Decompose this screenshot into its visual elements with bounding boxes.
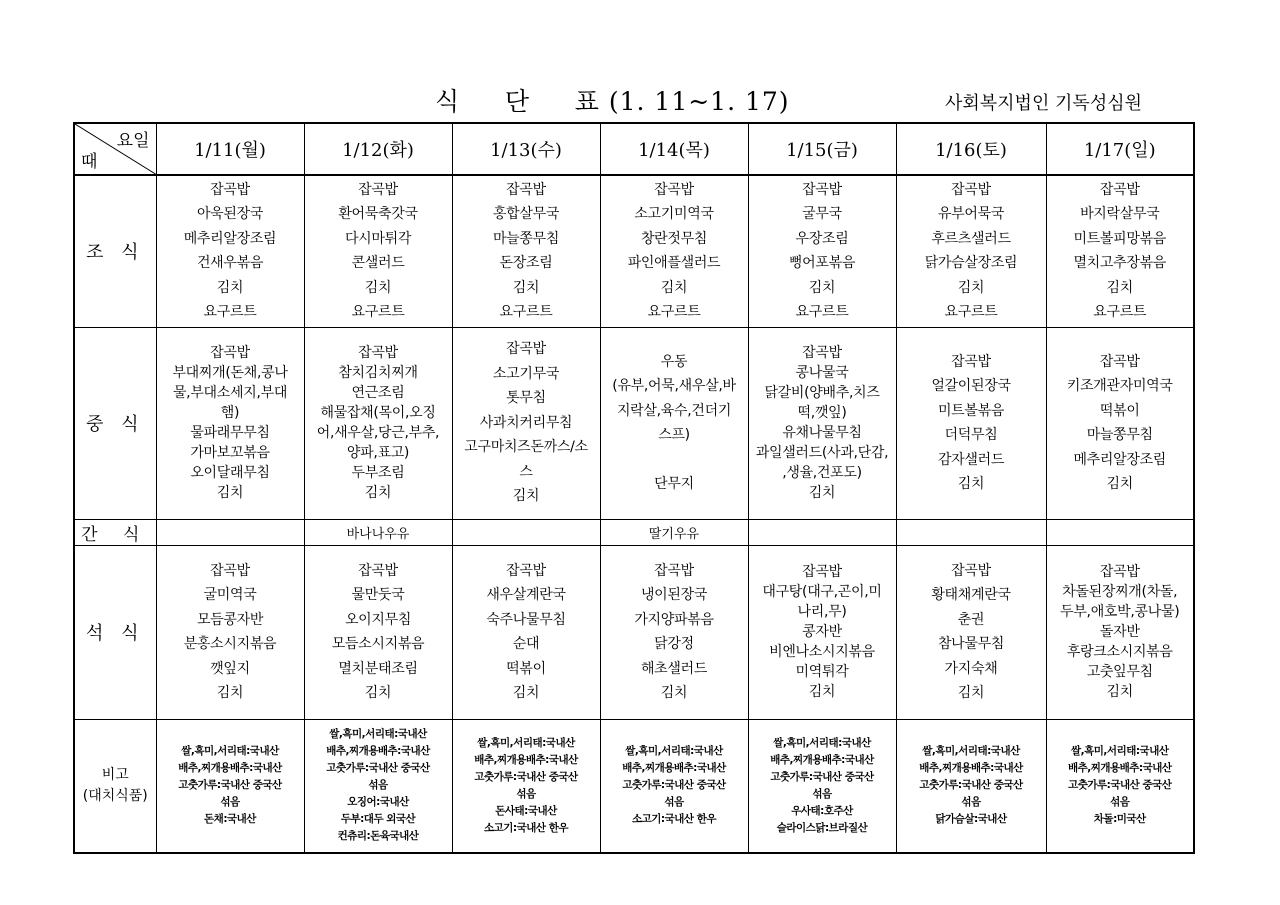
snack-cell — [896, 519, 1046, 545]
dish-item: 파인애플샐러드 — [627, 255, 721, 272]
origin-line: 배추,찌개용배추:국내산 — [178, 762, 282, 775]
dish-item: 두부조림 — [351, 465, 405, 481]
snack-cell: 바나나우유 — [304, 519, 452, 545]
dish-item: 오이지무침 — [344, 611, 412, 628]
origin-line: 슬라이스닭:브라질산 — [776, 821, 868, 834]
dish-item: 잡곡밥 — [802, 181, 842, 198]
origin-cell — [1046, 719, 1194, 853]
dish-item: 콘샐러드 — [351, 255, 405, 272]
dish-item: 소고기미역국 — [634, 206, 714, 223]
dish-item: 김치 — [808, 279, 836, 296]
meal-row — [74, 327, 1194, 519]
dish-item: 김치 — [660, 685, 688, 701]
origin-line: 돈채:국내산 — [204, 813, 256, 826]
dish-item: 김치 — [957, 279, 985, 296]
dish-item: 지락살,육수,건더기 — [616, 402, 732, 419]
dish-item: 부대찌개(돈채,콩나 — [172, 365, 288, 381]
origin-line: 섞음 — [961, 796, 981, 809]
dish-item: 분홍소시지볶음 — [183, 636, 277, 652]
dish-item: 잡곡밥 — [210, 562, 250, 579]
dish-item: 단무지 — [654, 476, 694, 492]
origin-line: 쌀,흑미,서리태:국내산 — [181, 745, 279, 758]
dish-cell — [156, 175, 304, 327]
dish-item: 햄) — [220, 405, 240, 421]
dish-item: 미역튀각 — [795, 664, 849, 680]
day-header: 1/14(목) — [600, 123, 748, 175]
dish-item: 김치 — [216, 279, 244, 296]
dish-item: 김치 — [808, 485, 836, 501]
dish-item: 우장조림 — [795, 230, 849, 247]
snack-cell — [452, 519, 600, 545]
snack-cell — [1046, 519, 1194, 545]
dish-item: 잡곡밥 — [802, 345, 842, 361]
dish-item: 김치 — [1106, 476, 1133, 492]
dish-cell — [748, 327, 896, 519]
dish-item: 잡곡밥 — [358, 345, 398, 361]
origin-line: 배추,찌개용배추:국내산 — [919, 762, 1023, 775]
dish-item: 돌자반 — [1099, 624, 1140, 640]
dish-item: 참치김치찌개 — [338, 365, 418, 381]
dish-item: 바지락살무국 — [1080, 206, 1160, 223]
origin-line: 우사태:호주산 — [791, 804, 853, 817]
dish-item: 비엔나소시지볶음 — [769, 644, 875, 660]
origin-line: 배추,찌개용배추:국내산 — [770, 753, 874, 766]
origin-line: 고춧가루:국내산 중국산 — [622, 779, 726, 792]
dish-item: 스프) — [658, 427, 690, 443]
origin-line: 배추,찌개용배추:국내산 — [622, 762, 726, 775]
dish-item: 김치 — [364, 485, 392, 501]
day-header: 1/11(월) — [156, 123, 304, 175]
origin-line: 배추,찌개용배추:국내산 — [1067, 762, 1172, 775]
dish-item: 요구르트 — [795, 304, 849, 321]
origin-line: 섞음 — [812, 787, 832, 800]
dish-item: 참나물무침 — [937, 636, 1005, 652]
dish-item: 나리,무) — [797, 604, 847, 620]
origin-line: 닭가슴살:국내산 — [935, 813, 1007, 826]
dish-item: 잡곡밥 — [506, 181, 546, 198]
dish-item: 냉이된장국 — [640, 587, 708, 603]
page-title: 식 단 표 (1. 11~1. 17) — [435, 87, 790, 116]
dish-cell — [896, 545, 1046, 719]
dish-item: 오이달래무침 — [190, 465, 270, 481]
header-row — [74, 123, 1194, 175]
dish-item: 물만둣국 — [351, 587, 405, 603]
origin-label — [74, 719, 156, 853]
dish-item: 홍합살무국 — [492, 206, 560, 223]
dish-item: 다시마튀각 — [344, 230, 412, 247]
dish-item: 잡곡밥 — [951, 181, 991, 198]
dish-item: 고구마치즈돈까스/소 — [464, 439, 588, 456]
dish-item: 가지양파볶음 — [634, 611, 714, 628]
dish-cell — [896, 175, 1046, 327]
origin-cell — [304, 719, 452, 853]
dish-item: 잡곡밥 — [358, 562, 398, 579]
origin-line: 섞음 — [516, 787, 536, 800]
dish-item: 요구르트 — [647, 304, 701, 321]
dish-item: 후랑크소시지볶음 — [1066, 644, 1173, 660]
header-corner — [74, 123, 156, 175]
dish-item: 돈장조림 — [499, 255, 553, 272]
meal-label: 조 식 — [74, 175, 156, 327]
dish-item: 닭가슴살장조림 — [924, 255, 1018, 272]
dish-item: 새우살계란국 — [486, 587, 566, 603]
dish-cell — [748, 175, 896, 327]
dish-cell — [1046, 175, 1194, 327]
snack-cell: 딸기우유 — [600, 519, 748, 545]
dish-item: 멸치고추장볶음 — [1073, 255, 1167, 272]
dish-item: 춘권 — [957, 611, 985, 628]
dish-cell — [1046, 327, 1194, 519]
dish-item: 스 — [519, 463, 533, 480]
dish-item: 뻥어포볶음 — [788, 255, 856, 272]
dish-item: 미트볼볶음 — [937, 402, 1005, 419]
dish-item: 순대 — [512, 636, 540, 652]
dish-item: 콩나물국 — [795, 365, 849, 381]
dish-item: 숙주나물무침 — [486, 611, 566, 628]
dish-item: 멸치분태조림 — [338, 660, 418, 677]
origin-line: 쌀,흑미,서리태:국내산 — [329, 728, 427, 741]
dish-item: 요구르트 — [351, 304, 405, 321]
dish-item: 황태채계란국 — [931, 587, 1011, 603]
dish-item: 가마보꼬볶음 — [190, 445, 270, 461]
origin-line: 고춧가루:국내산 중국산 — [474, 770, 578, 783]
dish-item: 더덕무침 — [944, 427, 998, 443]
origin-line: 섞음 — [664, 796, 684, 809]
dish-item: 잡곡밥 — [210, 345, 250, 361]
dish-cell — [600, 327, 748, 519]
dish-cell — [600, 545, 748, 719]
dish-item: 과일샐러드(사과,단감, — [755, 445, 889, 461]
snack-label: 간 식 — [74, 519, 156, 545]
origin-line: 섞음 — [1110, 796, 1130, 809]
dish-item: 얼갈이된장국 — [931, 378, 1011, 394]
origin-cell — [156, 719, 304, 853]
dish-item: 김치 — [808, 684, 836, 700]
day-header: 1/13(수) — [452, 123, 600, 175]
dish-item: 모듬소시지볶음 — [331, 636, 425, 652]
dish-item: 떡볶이 — [1099, 402, 1140, 419]
dish-item: 잡곡밥 — [1099, 353, 1140, 370]
dish-item: 잡곡밥 — [951, 562, 991, 579]
dish-item: 김치 — [957, 685, 985, 701]
dish-item: 해초샐러드 — [640, 660, 708, 677]
origin-label-line: (대치식품) — [82, 787, 148, 804]
dish-item: 마늘쫑무침 — [492, 230, 560, 247]
dish-item: 김치 — [512, 488, 540, 505]
dish-item: 키조개관자미역국 — [1066, 378, 1173, 394]
dish-item: 떡볶이 — [506, 660, 546, 677]
origin-line: 두부:대두 외국산 — [340, 813, 416, 826]
origin-line: 컨츄리:돈육국내산 — [337, 830, 419, 843]
dish-item: 김치 — [364, 279, 392, 296]
origin-cell — [600, 719, 748, 853]
dish-item: 아욱된장국 — [196, 206, 264, 223]
origin-line: 쌀,흑미,서리태:국내산 — [773, 736, 871, 749]
dish-item — [603, 448, 746, 473]
dish-item: 메추리알장조림 — [183, 230, 277, 247]
meal-label: 석 식 — [74, 545, 156, 719]
origin-cell — [896, 719, 1046, 853]
dish-item: 잡곡밥 — [506, 341, 546, 358]
dish-item: 닭강정 — [654, 636, 694, 652]
dish-item: 유부어묵국 — [937, 206, 1005, 223]
day-header: 1/17(일) — [1046, 123, 1194, 175]
dish-item: 잡곡밥 — [654, 181, 694, 198]
menu-table — [73, 122, 1195, 854]
dish-cell — [600, 175, 748, 327]
dish-item: 모듬콩자반 — [196, 611, 264, 628]
dish-item: 잡곡밥 — [506, 562, 546, 579]
origin-line: 섞음 — [368, 779, 388, 792]
dish-item: (유부,어묵,새우살,바 — [612, 378, 736, 394]
dish-item: 환어묵축갓국 — [338, 206, 418, 223]
dish-item: 굴미역국 — [203, 587, 257, 603]
dish-item: 김치 — [660, 279, 688, 296]
origin-line: 배추,찌개용배추:국내산 — [326, 745, 430, 758]
dish-item: 건새우볶음 — [196, 255, 264, 272]
dish-item: 소고기무국 — [492, 365, 560, 382]
origin-line: 차돌:미국산 — [1093, 813, 1146, 826]
dish-cell — [452, 327, 600, 519]
origin-line: 쌀,흑미,서리태:국내산 — [1071, 745, 1169, 758]
meal-row — [74, 175, 1194, 327]
dish-item: 김치 — [1106, 279, 1133, 296]
dish-item: 깻잎지 — [210, 660, 250, 677]
dish-item: 요구르트 — [1093, 304, 1147, 321]
dish-item: 대구탕(대구,곤이,미 — [762, 584, 882, 600]
dish-item: 김치 — [364, 685, 392, 701]
origin-line: 고춧가루:국내산 중국산 — [178, 779, 282, 792]
dish-item: 콩자반 — [802, 624, 842, 640]
meal-axis-label: 때 — [81, 152, 98, 172]
dish-item: 해물잡채(목이,오징 — [320, 405, 436, 421]
dish-item: 메추리알장조림 — [1073, 451, 1167, 468]
dish-item: 김치 — [216, 685, 244, 701]
origin-line: 섞음 — [220, 796, 240, 809]
origin-line: 돈사태:국내산 — [495, 804, 557, 817]
dish-cell — [896, 327, 1046, 519]
dish-item: ,생율,건포도) — [782, 465, 862, 481]
day-header: 1/12(화) — [304, 123, 452, 175]
dish-item: 굴무국 — [802, 206, 842, 223]
dish-item: 가지숙채 — [944, 660, 998, 677]
origin-line: 소고기:국내산 한우 — [484, 821, 568, 834]
dish-item: 잡곡밥 — [1099, 564, 1140, 580]
origin-cell — [452, 719, 600, 853]
title-row — [0, 82, 1280, 122]
dish-item: 톳무침 — [506, 390, 546, 407]
dish-cell — [452, 175, 600, 327]
day-axis-label: 요일 — [116, 131, 150, 151]
dish-item: 물파래무무침 — [190, 425, 270, 441]
dish-cell — [304, 545, 452, 719]
day-header: 1/16(토) — [896, 123, 1046, 175]
dish-item: 유채나물무침 — [782, 425, 862, 441]
dish-cell — [304, 175, 452, 327]
dish-item: 연근조림 — [351, 385, 405, 401]
origin-line: 고춧가루:국내산 중국산 — [919, 779, 1023, 792]
dish-item: 잡곡밥 — [210, 181, 250, 198]
dish-item: 사과치커리무침 — [479, 414, 573, 431]
dish-item: 우동 — [660, 353, 688, 370]
dish-item: 양파,표고) — [346, 445, 410, 461]
snack-cell — [156, 519, 304, 545]
dish-item: 물,부대소세지,부대 — [172, 385, 288, 401]
origin-line: 쌀,흑미,서리태:국내산 — [477, 736, 575, 749]
dish-item: 잡곡밥 — [654, 562, 694, 579]
dish-item: 김치 — [1106, 684, 1133, 700]
dish-item: 떡,깻잎) — [797, 405, 847, 421]
origin-line: 배추,찌개용배추:국내산 — [474, 753, 578, 766]
meal-label: 중 식 — [74, 327, 156, 519]
origin-row — [74, 719, 1194, 853]
dish-cell — [1046, 545, 1194, 719]
dish-item: 요구르트 — [499, 304, 553, 321]
dish-item: 요구르트 — [203, 304, 257, 321]
origin-line: 고춧가루:국내산 중국산 — [326, 762, 430, 775]
origin-label-line: 비고 — [101, 766, 129, 783]
dish-item: 마늘쫑무침 — [1086, 427, 1153, 443]
origin-line: 고춧가루:국내산 중국산 — [1068, 779, 1172, 792]
dish-item: 김치 — [512, 279, 540, 296]
dish-cell — [304, 327, 452, 519]
dish-item: 잡곡밥 — [802, 564, 842, 580]
origin-cell — [748, 719, 896, 853]
dish-item: 김치 — [216, 485, 244, 501]
dish-item: 어,새우살,당근,부추, — [316, 425, 440, 441]
dish-item: 잡곡밥 — [358, 181, 398, 198]
dish-item: 잡곡밥 — [1099, 181, 1140, 198]
origin-line: 고춧가루:국내산 중국산 — [770, 770, 874, 783]
day-header: 1/15(금) — [748, 123, 896, 175]
dish-cell — [452, 545, 600, 719]
origin-line: 쌀,흑미,서리태:국내산 — [625, 745, 723, 758]
dish-cell — [748, 545, 896, 719]
dish-item: 잡곡밥 — [951, 353, 991, 370]
dish-item: 닭갈비(양배추,치즈 — [764, 385, 880, 401]
dish-item: 요구르트 — [944, 304, 998, 321]
origin-line: 소고기:국내산 한우 — [632, 813, 716, 826]
dish-item: 김치 — [957, 476, 985, 492]
snack-cell — [748, 519, 896, 545]
dish-item: 차돌된장찌개(차돌, — [1062, 584, 1178, 600]
organization-name: 사회복지법인 기독성심원 — [945, 93, 1142, 114]
dish-cell — [156, 545, 304, 719]
dish-item: 감자샐러드 — [937, 451, 1005, 468]
meal-row — [74, 545, 1194, 719]
origin-line: 쌀,흑미,서리태:국내산 — [922, 745, 1020, 758]
dish-item: 후르츠샐러드 — [931, 230, 1011, 247]
origin-line: 오징어:국내산 — [347, 796, 409, 809]
dish-item: 김치 — [512, 685, 540, 701]
dish-item: 두부,애호박,콩나물) — [1060, 604, 1180, 620]
dish-cell — [156, 327, 304, 519]
dish-item: 미트볼피망볶음 — [1073, 230, 1167, 247]
dish-item: 고춧잎무침 — [1086, 664, 1153, 680]
snack-row — [74, 519, 1194, 545]
dish-item: 창란젓무침 — [640, 230, 708, 247]
